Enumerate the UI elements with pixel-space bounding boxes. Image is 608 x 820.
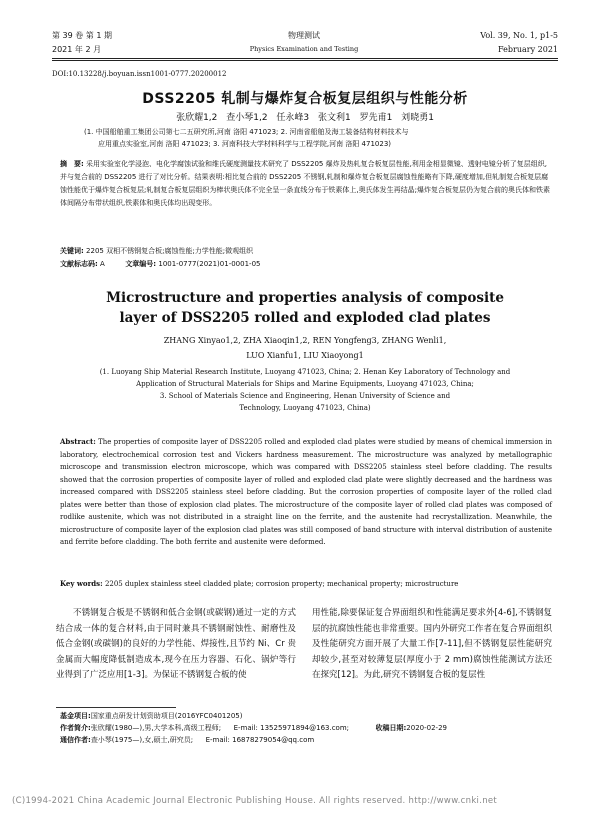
keywords-en — [60, 578, 552, 591]
header-journal-cn: 物理测试 — [288, 31, 320, 40]
title-en-line2: layer of DSS2205 rolled and exploded clad plates — [119, 310, 491, 326]
affiliation-en-line3: 3. School of Materials Science and Engineering, Henan University of Science and — [159, 392, 451, 400]
header-volume-en: Vol. 39, No. 1, p1-5 — [480, 31, 558, 40]
abstract-en-label: Abstract: — [60, 437, 96, 446]
corresponding-label: 通信作者: — [60, 736, 91, 744]
abstract-en — [60, 436, 552, 549]
abstract-en-text: The properties of composite layer of DSS2205 rolled and exploded clad plates were studied by means of chemical immersion in laboratory, electrochemical corrosion test and Vickers hardness measurement. The microstructure was analyzed by metallographic microscope and transmission electron microscope, which was compared with DSS2205 stainless steel before cladding. The results showed that the corrosion properties of composite layer of rolled and exploded clad plate were slightly decreased and the hardness was increased compared with DSS2205 stainless steel before cladding. But the corrosion properties of composite layer of the rolled clad plates were better than those of explosion clad plates. The microstructure of the composite layer of rolled clad plates was composed of rodlike austenite, which was not distributed in a straight line on the ferrite, and the austenite had recrystallization. Meanwhile, the microstructure of composite layer of the explosion clad plates was still composed of band structure with interval distribution of austenite and ferrite before cladding. The both ferrite and austenite were deformed. — [60, 438, 552, 546]
class-value-1: A — [100, 260, 105, 268]
affiliation-en-line1: (1. Luoyang Ship Material Research Institute, Luoyang 471023, China; 2. Henan Key Laboratory of Technology and — [99, 368, 511, 376]
title-cn: DSS2205 轧制与爆炸复合板复层组织与性能分析 — [142, 91, 468, 107]
title-en-line1: Microstructure and properties analysis of composite — [106, 290, 504, 306]
keywords-en-label: Key words: — [60, 579, 103, 588]
author-text: 张欣耀(1980—),男,大学本科,高级工程师; — [90, 724, 222, 732]
authors-cn: 张欣耀1,2 查小琴1,2 任永峰3 张文利1 罗先甫1 刘晓勇1 — [176, 113, 434, 123]
author-email: E-mail: 13525971894@163.com; — [233, 724, 350, 732]
header-rule-2 — [52, 60, 558, 61]
class-value-2: 1001-0777(2021)01-0001-05 — [158, 260, 261, 268]
corresponding-email: E-mail: 16878279054@qq.com — [205, 736, 315, 744]
doi: DOI:10.13228/j.boyuan.issn1001-0777.20200012 — [52, 70, 227, 78]
received-label: 收稿日期: — [375, 724, 407, 732]
authors-en-line2: LUO Xianfu1, LIU Xiaoyong1 — [246, 351, 364, 360]
footnote-corresponding — [60, 735, 314, 746]
affiliation-en-line2: Application of Structural Materials for Ships and Marine Equipments, Luoyang 471023, China; — [136, 380, 474, 388]
author-label: 作者简介: — [60, 724, 91, 732]
affiliation-cn-line2: 应用重点实验室,河南 洛阳 471023; 3. 河南科技大学材料科学与工程学院,河南 洛阳 471023) — [98, 140, 392, 148]
header-date-cn: 2021 年 2 月 — [52, 45, 102, 54]
fund-label: 基金项目: — [60, 712, 91, 720]
body-left-column: 不锈钢复合板是不锈钢和低合金钢(或碳钢)通过一定的方式结合成一体的复合材料,由于同时兼具不锈钢耐蚀性、耐磨性及低合金钢(或碳钢)的良好的力学性能、焊接性,且节约 Ni、Cr 贵金属而大幅度降低制造成本,现今在压力容器、石化、锅炉等行业得到了广泛应用[1-3]。为保证不锈钢复合板的使 — [56, 608, 296, 680]
footnote-fund — [60, 711, 242, 722]
class-label-1: 文献标志码: — [60, 260, 98, 268]
abstract-cn — [60, 158, 552, 210]
abstract-cn-text: 采用实验室化学浸泡、电化学腐蚀试验和维氏硬度测量技术研究了 DSS2205 爆炸及热轧复合板复层性能,利用金相显微镜、透射电镜分析了复层组织,并与复合前的 DSS2205 进行了对比分析。结果表明:相比复合前的 DSS2205 不锈钢,轧制和爆炸复合板复层腐蚀性能略有下降,硬度增加,但轧制复合板复层腐蚀性能优于爆炸复合板复层;轧制复合板复层组织为棒状奥氏体不完全呈一条直线分布于铁素体上,奥氏体发生再结晶;爆炸复合板复层仍为复合前的奥氏体和铁素体间隔分布带状组织,铁素体和奥氏体均出现变形。 — [60, 160, 550, 207]
class-label-2: 文章编号: — [125, 260, 157, 268]
header-volume-cn: 第 39 卷 第 1 期 — [52, 31, 112, 40]
affiliation-en-line4: Technology, Luoyang 471023, China) — [239, 404, 371, 412]
footnote-author — [60, 723, 560, 734]
fund-text: 国家重点研发计划资助项目(2016YFC0401205) — [90, 712, 243, 720]
header-journal-en: Physics Examination and Testing — [249, 45, 359, 53]
header-rule — [52, 58, 558, 59]
authors-en-line1: ZHANG Xinyao1,2, ZHA Xiaoqin1,2, REN Yongfeng3, ZHANG Wenli1, — [163, 336, 447, 345]
keywords-cn-label: 关键词: — [60, 247, 84, 255]
corresponding-text: 查小琴(1975—),女,硕士,研究员; — [90, 736, 194, 744]
copyright-notice: (C)1994-2021 China Academic Journal Electronic Publishing House. All rights reserved. http://www.cnki.net — [12, 796, 498, 806]
body-right-column: 用性能,除要保证复合界面组织和性能满足要求外[4-6],不锈钢复层的抗腐蚀性能也非常重要。国内外研究工作者在复合界面组织及性能研究方面开展了大量工作[7-11],但不锈钢复层性能研究却较少,甚至对较薄复层(厚度小于 2 mm)腐蚀性能测试方法还在探究[12]。为此,研究不锈钢复合板的复层性 — [312, 608, 552, 680]
header-date-en: February 2021 — [498, 45, 558, 54]
keywords-cn-text: 2205 双相不锈钢复合板;腐蚀性能;力学性能;微观组织 — [86, 247, 254, 255]
abstract-cn-label: 摘 要: — [60, 160, 84, 168]
footnote-rule — [56, 707, 176, 708]
affiliation-cn-line1: (1. 中国船舶重工集团公司第七二五研究所,河南 洛阳 471023; 2. 河南省船舶及海工装备结构材料技术与 — [84, 128, 409, 136]
received-date: 2020-02-29 — [406, 724, 447, 732]
keywords-en-text: 2205 duplex stainless steel cladded plate; corrosion property; mechanical property; microstructure — [104, 580, 459, 588]
keywords-cn — [60, 245, 552, 258]
classification-cn — [60, 258, 552, 271]
